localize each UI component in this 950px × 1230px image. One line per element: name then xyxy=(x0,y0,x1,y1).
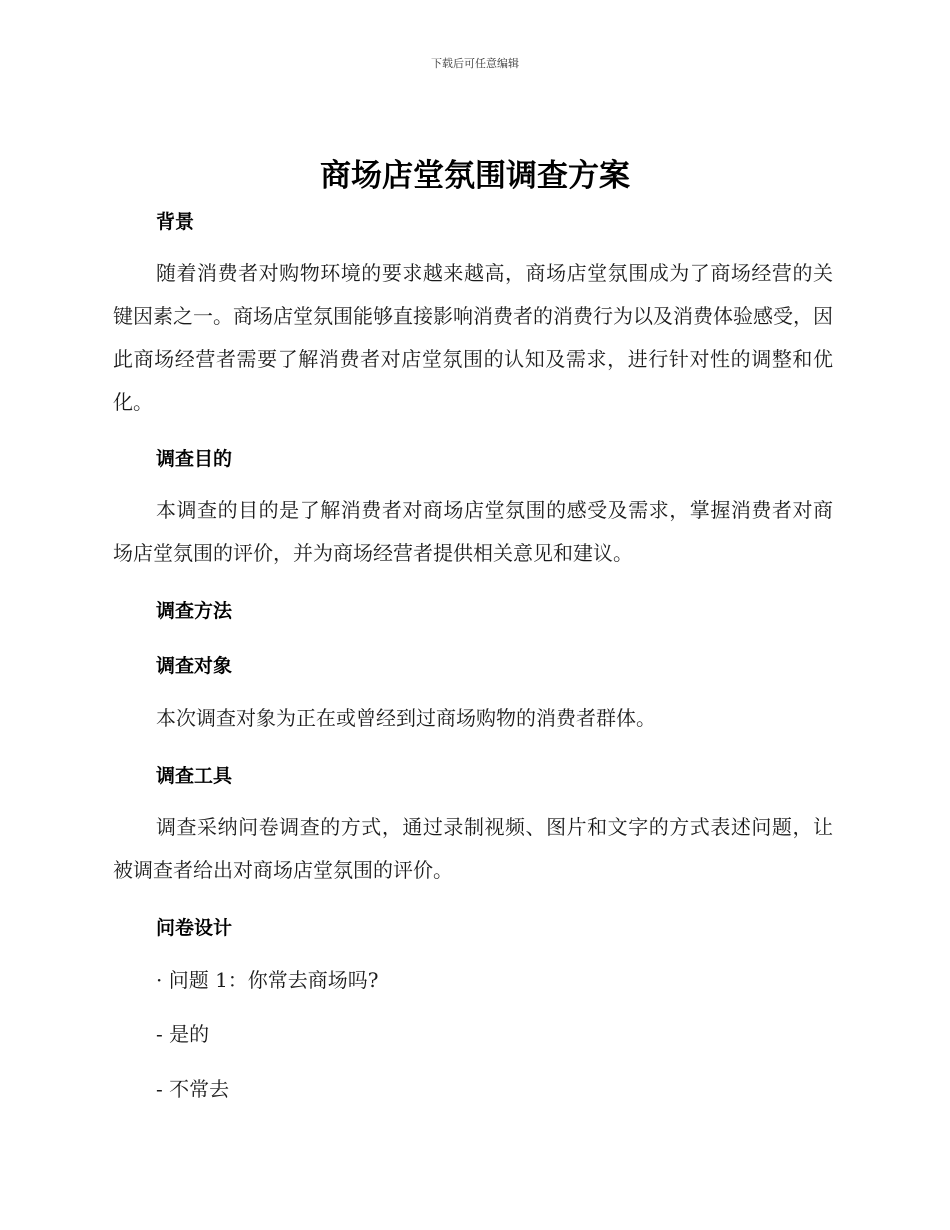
section-heading-target: 调查对象 xyxy=(156,655,233,677)
list-item-answer-1: - 是的 xyxy=(156,1022,210,1046)
section-heading-method: 调查方法 xyxy=(156,600,233,622)
list-item-question-1: · 问题 1：你常去商场吗? xyxy=(156,968,379,992)
section-heading-tool: 调查工具 xyxy=(156,765,233,787)
paragraph-tool: 调查采纳问卷调查的方式，通过录制视频、图片和文字的方式表述问题，让被调查者给出对商场店堂氛围的评价。 xyxy=(113,815,833,882)
page-header-note: 下载后可任意编辑 xyxy=(431,57,519,70)
section-heading-purpose: 调查目的 xyxy=(156,448,233,470)
section-heading-background: 背景 xyxy=(156,211,195,233)
document-title: 商场店堂氛围调查方案 xyxy=(320,158,630,194)
paragraph-target: 本次调查对象为正在或曾经到过商场购物的消费者群体。 xyxy=(156,706,656,730)
section-heading-questionnaire: 问卷设计 xyxy=(156,917,233,939)
paragraph-purpose: 本调查的目的是了解消费者对商场店堂氛围的感受及需求，掌握消费者对商场店堂氛围的评价，并为商场经营者提供相关意见和建议。 xyxy=(113,498,833,565)
paragraph-background: 随着消费者对购物环境的要求越来越高，商场店堂氛围成为了商场经营的关键因素之一。商场店堂氛围能够直接影响消费者的消费行为以及消费体验感受，因此商场经营者需要了解消费者对店堂氛围的认知及需求，进行针对性的调整和优化。 xyxy=(113,261,833,414)
list-item-answer-2: - 不常去 xyxy=(156,1077,230,1101)
